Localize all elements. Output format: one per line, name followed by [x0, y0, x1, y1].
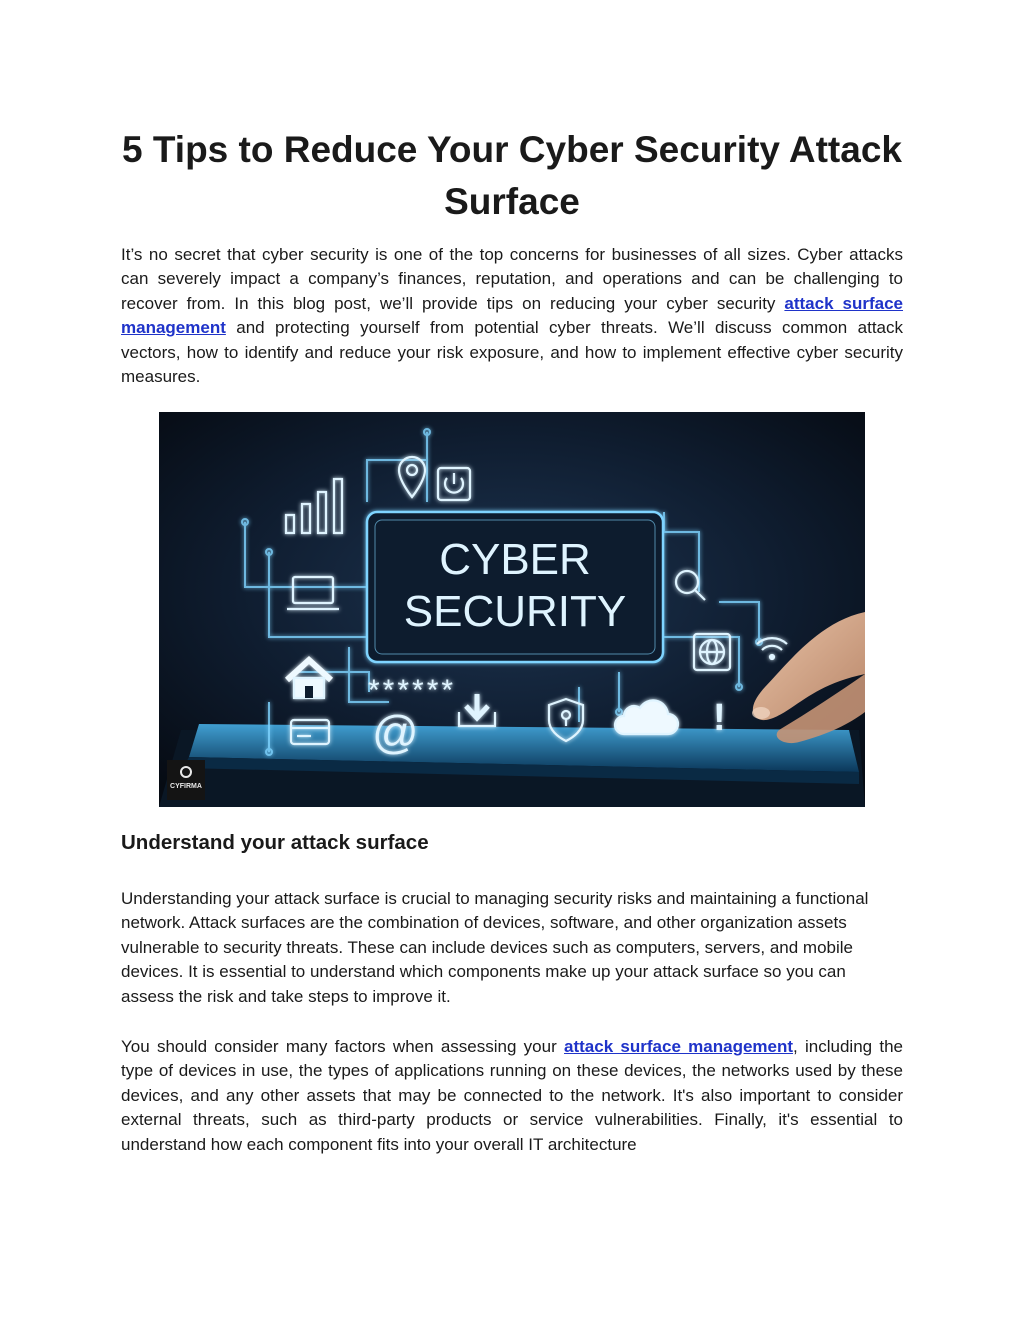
- paragraph2-text-before-link: You should consider many factors when assessing your: [121, 1037, 565, 1056]
- security-text: SECURITY: [403, 587, 627, 636]
- attack-surface-management-link-2[interactable]: attack surface management: [564, 1037, 794, 1056]
- cyfirma-logo: [167, 760, 205, 800]
- password-mask-text: ******: [368, 674, 457, 707]
- attack-surface-management-link[interactable]: attack surface management: [121, 293, 904, 338]
- intro-paragraph: [121, 243, 903, 389]
- at-icon: @: [372, 706, 419, 758]
- cyber-text: CYBER: [439, 535, 591, 584]
- hero-image: [159, 412, 865, 807]
- paragraph2-text-after-link: , including the type of devices in use, the types of applications running on these devices, the networks used by these devices, and any other assets that may be connected to the network. It's also important to consider external threats, such as third-party products or service vulnerabilities. Finally, it's essential to understand how each component fits into your overall IT architecture: [121, 1037, 904, 1154]
- tablet-graphic: [159, 724, 865, 807]
- section-paragraph-1: Understanding your attack surface is crucial to managing security risks and maintaining a functional network. Attack surfaces are the combination of devices, software, and other organization assets vulnerable to security threats. These can include devices such as computers, servers, and mobile devices. It is essential to understand which components make up your attack surface so you can assess the risk and take steps to improve it.: [121, 889, 869, 1006]
- alert-icon: !: [713, 697, 726, 739]
- section-paragraph-2: [121, 1035, 903, 1157]
- intro-text-before-link: It’s no secret that cyber security is one of the top concerns for businesses of all sizes. Cyber attacks can severely impact a company’s finances, reputation, and operations and can be challenging to recover from. In this blog post, we’ll provide tips on reducing your cyber security: [121, 245, 903, 313]
- logo-text: CYFIRMA: [170, 783, 202, 790]
- section-heading: Understand your attack surface: [121, 831, 429, 854]
- intro-text-after-link: and protecting yourself from potential cyber threats. We’ll discuss common attack vectors, how to identify and reduce your risk exposure, and how to implement effective cyber security measures.: [121, 318, 903, 387]
- article-title: 5 Tips to Reduce Your Cyber Security Attack Surface: [122, 129, 902, 222]
